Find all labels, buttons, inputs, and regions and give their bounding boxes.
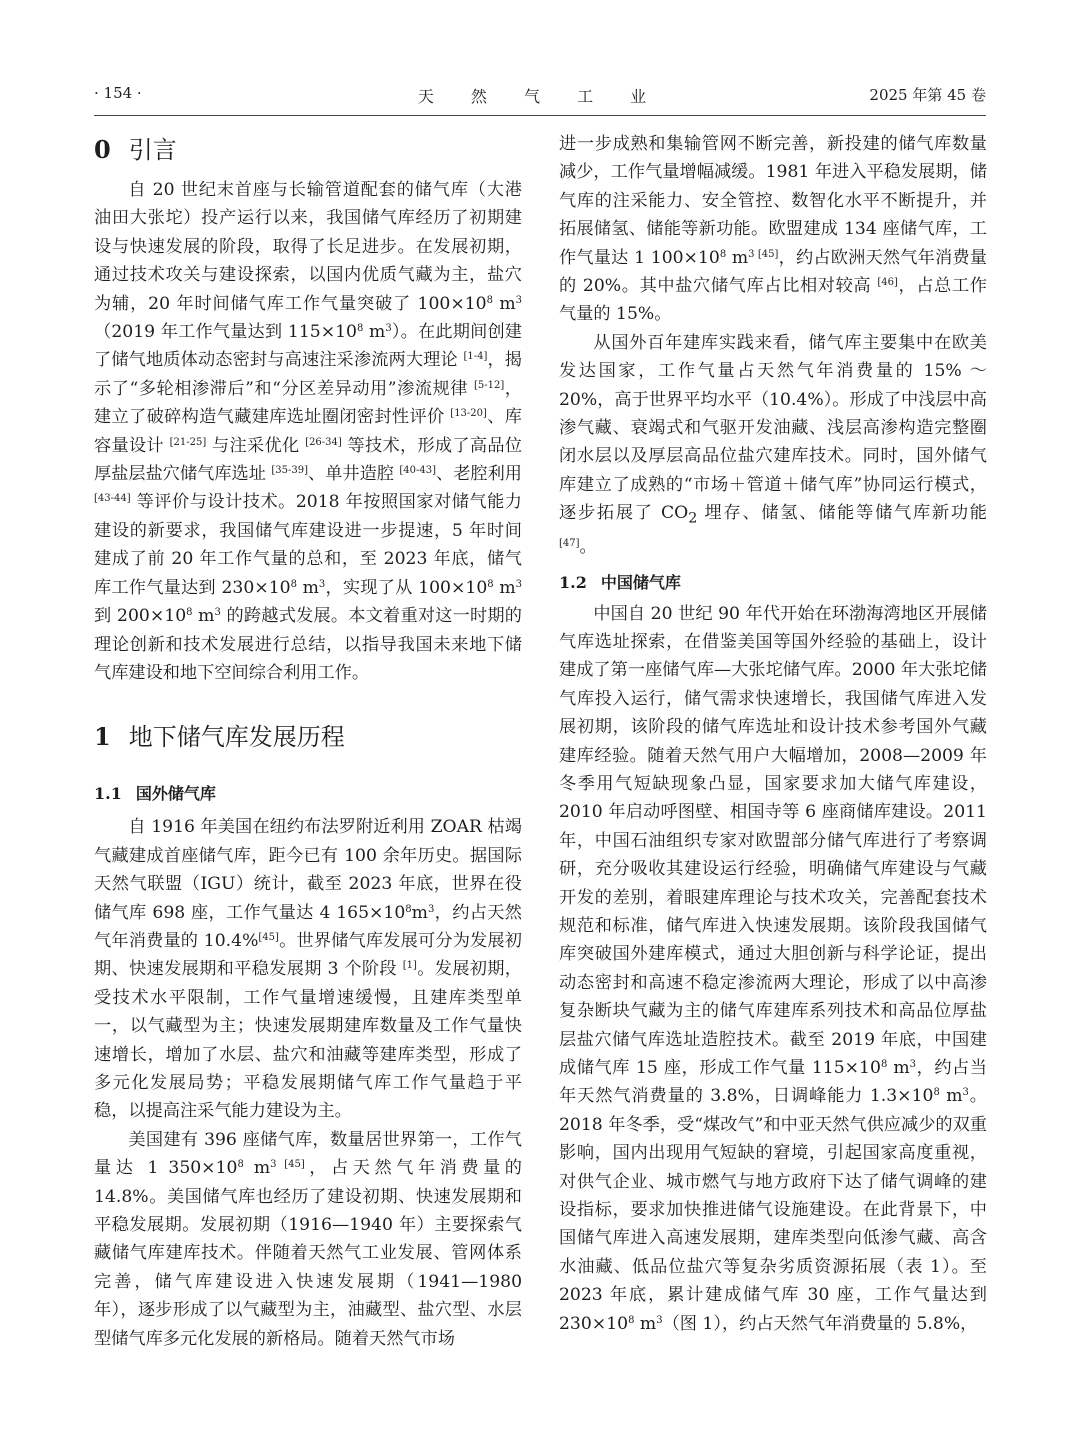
- text-run: m: [939, 1086, 963, 1107]
- text-run: 。发展初期，受技术水平限制，工作气量增速缓慢，且建库类型单一，以气藏型为主；快速发展期建库数量及工作气量快速增长，增加了水层、盐穴和油藏等建库类型，形成了多元化发展局势；平稳发展期储气库工作气量趋于平稳，以提高注采气能力建设为主。: [94, 959, 522, 1122]
- text-run: m: [296, 577, 319, 598]
- superscript: [5-12]: [473, 379, 505, 391]
- section-number: 0: [94, 135, 111, 164]
- superscript: [46]: [877, 277, 898, 289]
- superscript: 3: [515, 294, 522, 306]
- section-heading-introduction: [94, 130, 522, 176]
- header-rule: [94, 115, 986, 116]
- superscript: 8: [719, 248, 727, 260]
- text-run: m: [493, 577, 516, 598]
- text-run: ，揭示了“多轮相渗滞后”和“分区差异动用”渗流规律: [94, 350, 522, 399]
- text-run: 等技术，形成了高品位厚盐层盐穴储气库选址: [94, 435, 523, 485]
- text-run: 进一步成熟和集输管网不断完善，新投建的储气库数量减少，工作气量增幅减缓。1981 年进入平稳发展期，储气库的注采能力、安全管控、数智化水平不断提升，并拓展储氢、储能等新功能。欧盟建成 134 座储气库，工作气量达 1 100×10: [559, 134, 987, 268]
- journal-name: 天 然 气 工 业: [417, 87, 663, 106]
- superscript: 8: [628, 1314, 635, 1326]
- text-run: 、库容量设计: [94, 407, 522, 456]
- superscript: 3: [385, 323, 392, 335]
- text-run: m: [887, 1058, 910, 1079]
- subscript: 2: [688, 510, 698, 527]
- text-run: ，占天然气年消费量的 14.8%。美国储气库也经历了建设初期、快速发展期和平稳发展期。发展初期（1916—1940 年）主要探索气藏储气库建库技术。伴随着天然气工业发展、管网体系完善，储气库建设进入快速发展期（1941—1980 年），逐步形成了以气藏型为主，油藏型、盐穴型、水层型储气库多元化发展的新格局。随着天然气市场: [94, 1158, 522, 1349]
- superscript: 8: [486, 294, 493, 306]
- left-column: [94, 130, 522, 1353]
- text-run: m: [726, 247, 749, 268]
- text-run: 。2018 年冬季，受“煤改气”和中亚天然气供应减少的双重影响，国内出现用气短缺的窘境，引起国家高度重视，对供气企业、城市燃气与地方政府下达了储气调峰的建设指标，要求加快推进储气设施建设。在此背景下，中国储气库进入高速发展期，建库类型向低渗气藏、高含水油藏、低品位盐穴等复杂劣质资源拓展（表 1）。至 2023 年底，累计建成储气库 30 座，工作气量达到 230×10: [559, 1086, 987, 1334]
- text-run: 与注采优化: [206, 435, 306, 456]
- text-run: m: [243, 1158, 271, 1179]
- superscript: [47]: [559, 538, 580, 550]
- text-run: ，约占当年天然气消费量的 3.8%，日调峰能力 1.3×10: [559, 1058, 987, 1107]
- superscript: 3: [318, 578, 326, 590]
- paragraph-foreign-overview: [94, 813, 522, 1125]
- text-run: ，约占欧洲天然气年消费量的 20%。其中盐穴储气库占比相对较高: [559, 247, 987, 297]
- text-run: （图 1），约占天然气年消费量的 5.8%，: [662, 1313, 978, 1334]
- paragraph-intro: [94, 176, 522, 687]
- superscript: [35-39]: [271, 465, 308, 477]
- superscript: 8: [290, 578, 297, 590]
- subsection-title: 国外储气库: [135, 784, 216, 804]
- text-run: 自 1916 年美国在纽约布法罗附近利用 ZOAR 枯竭气藏建成首座储气库，距今已有 100 余年历史。据国际天然气联盟（IGU）统计，截至 2023 年底，世界在役储气库 698 座，工作气量达 4 165×10: [94, 817, 522, 923]
- superscript: [26-34]: [305, 436, 342, 448]
- section-number: 1: [94, 722, 111, 752]
- section-heading-history: [94, 717, 522, 763]
- superscript: [43-44]: [94, 493, 131, 505]
- text-run: 。世界储气库发展可分为发展初期、快速发展期和平稳发展期 3 个阶段: [94, 930, 522, 980]
- text-run: 自 20 世纪末首座与长输管道配套的储气库（大港油田大张坨）投产运行以来，我国储气库经历了初期建设与快速发展的阶段，取得了长足进步。在发展初期，通过技术攻关与建设探索，以国内优质气藏为主，盐穴为辅，20 年时间储气库工作气量突破了 100×10: [94, 180, 522, 314]
- text-run: 美国建有 396 座储气库，数量居世界第一，工作气量达 1 350×10: [94, 1129, 522, 1179]
- superscript: 3: [515, 578, 523, 590]
- subsection-heading-foreign: [94, 779, 522, 809]
- superscript: 8: [237, 1159, 244, 1171]
- paragraph-usa: [94, 1126, 522, 1353]
- superscript: 3 [45]: [270, 1159, 305, 1171]
- section-title: 引言: [128, 136, 177, 164]
- subsection-number: 1.2: [559, 572, 587, 592]
- volume-info: 2025 年第 45 卷: [869, 86, 986, 104]
- text-run: ，占总工作气量的 15%。: [559, 276, 987, 325]
- text-run: 等评价与设计技术。2018 年按照国家对储气能力建设的新要求，我国储气库建设进一步提速，5 年时间建成了前 20 年工作气量的总和，至 2023 年底，储气库工作气量达到 230×10: [94, 492, 522, 598]
- subsection-number: 1.1: [94, 784, 122, 804]
- text-run: ，实现了从 100×10: [325, 577, 488, 598]
- text-run: ）。在此期间创建了储气地质体动态密封与高速注采渗流两大理论: [94, 322, 522, 371]
- page-number: · 154 ·: [94, 84, 142, 102]
- text-run: 、单井造腔: [308, 464, 400, 485]
- superscript: 3: [656, 1314, 663, 1326]
- text-run: 、老腔利用: [436, 464, 522, 485]
- text-run: 的跨越式发展。本文着重对这一时期的理论创新和技术发展进行总结，以指导我国未来地下储气库建设和地下空间综合利用工作。: [94, 606, 522, 683]
- superscript: 8: [405, 903, 412, 915]
- text-run: m: [492, 293, 516, 314]
- superscript: [1]: [402, 960, 417, 972]
- text-run: m: [363, 322, 386, 343]
- text-run: 从国外百年建库实践来看，储气库主要集中在欧美发达国家，工作气量占天然气年消费量的 15% ～ 20%，高于世界平均水平（10.4%）。形成了中浅层中高渗气藏、衰竭式和气驱开发油藏、浅层高渗构造完整圈闭水层以及厚层高品位盐穴建库技术。同时，国外储气库建立了成熟的“市场＋管道＋储气库”协同运行模式，逐步拓展了 CO: [559, 332, 987, 524]
- text-run: 。: [579, 537, 597, 558]
- section-title: 地下储气库发展历程: [128, 723, 345, 752]
- superscript: 8: [487, 578, 494, 590]
- paragraph-usa-continued: [559, 130, 987, 329]
- superscript: 8: [186, 607, 193, 619]
- text-run: ，约占天然气年消费量的 10.4%: [94, 902, 522, 951]
- superscript: [45]: [258, 931, 279, 943]
- paragraph-foreign-summary: [559, 329, 987, 562]
- text-run: 到 200×10: [94, 606, 187, 627]
- text-run: m: [192, 606, 215, 627]
- text-run: （2019 年工作气量达到 115×10: [94, 322, 357, 343]
- text-run: 中国自 20 世纪 90 年代开始在环渤海湾地区开展储气库选址探索，在借鉴美国等国外经验的基础上，设计建成了第一座储气库—大张坨储气库。2000 年大张坨储气库投入运行，储气需求快速增长，我国储气库进入发展初期，该阶段的储气库选址和设计技术参考国外气藏建库经验。随着天然气用户大幅增加，2008—2009 年冬季用气短缺现象凸显，国家要求加大储气库建设，2010 年启动呼图壁、相国寺等 6 座商储库建设。2011 年，中国石油组织专家对欧盟部分储气库进行了考察调研，充分吸收其建设运行经验，明确储气库建设与气藏开发的差别，着眼建库理论与技术攻关，完善配套技术规范和标准，储气库进入快速发展期。该阶段我国储气库突破国外建库模式，通过大胆创新与科学论证，提出动态密封和高速不稳定渗流两大理论，形成了以中高渗复杂断块气藏为主的储气库建库系列技术和高品位厚盐层盐穴储气库选址造腔技术。截至 2019 年底，中国建成储气库 15 座，形成工作气量 115×10: [559, 603, 987, 1079]
- superscript: 8: [933, 1087, 940, 1099]
- superscript: 3: [909, 1059, 917, 1071]
- superscript: 8: [880, 1059, 888, 1071]
- subsection-title: 中国储气库: [600, 572, 681, 592]
- superscript: [13-20]: [450, 408, 487, 420]
- text-run: m: [634, 1313, 657, 1334]
- paragraph-china: [559, 600, 987, 1339]
- superscript: 3 [45]: [748, 248, 779, 260]
- superscript: 3: [962, 1087, 969, 1099]
- running-header: [94, 84, 986, 110]
- text-run: 埋存、储氢、储能等储气库新功能: [697, 503, 987, 524]
- superscript: 3: [427, 903, 435, 915]
- superscript: 3: [214, 607, 221, 619]
- text-run: m: [411, 902, 428, 923]
- superscript: [21-25]: [169, 436, 207, 448]
- superscript: [40-43]: [399, 465, 437, 477]
- subsection-heading-china: [559, 568, 987, 598]
- text-run: ，建立了破碎构造气藏建库选址圈闭密封性评价: [94, 378, 522, 428]
- superscript: [1-4]: [463, 351, 488, 363]
- right-column: [559, 130, 987, 1338]
- superscript: 8: [357, 323, 364, 335]
